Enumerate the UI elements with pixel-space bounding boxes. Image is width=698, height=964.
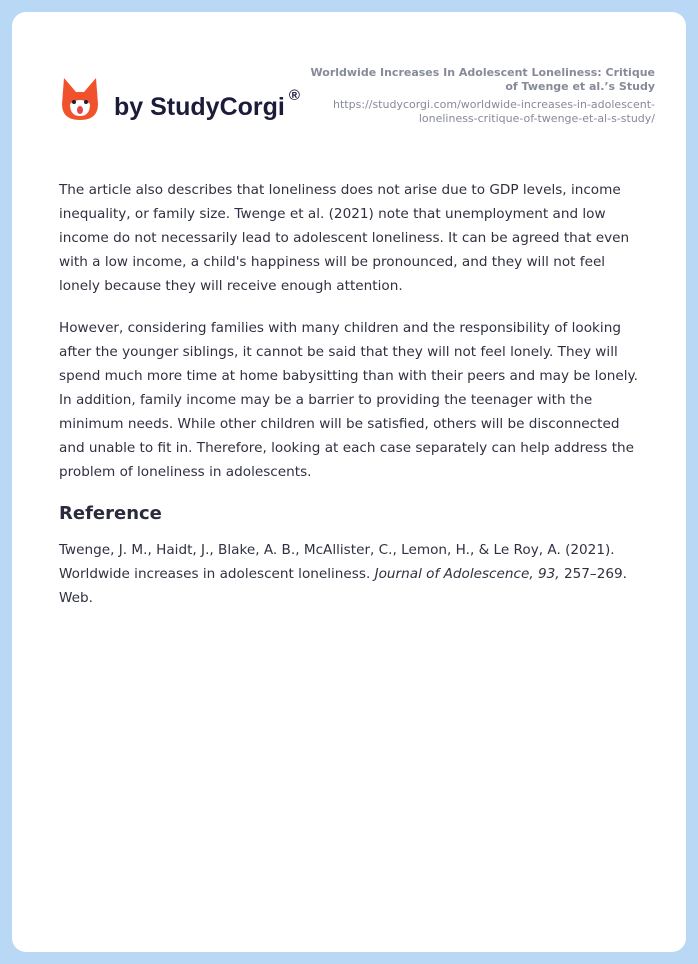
article-body bbox=[59, 178, 644, 628]
reference-entry: Twenge, J. M., Haidt, J., Blake, A. B., McAllister, C., Lemon, H., & Le Roy, A. (2021). Worldwide increases in adolescent loneliness. Journal of Adolescence, 93, 257–269. Web. bbox=[59, 542, 627, 606]
logo[interactable] bbox=[60, 76, 300, 122]
document-title: Worldwide Increases In Adolescent Loneliness: Critique of Twenge et al.’s Study bbox=[310, 66, 655, 93]
document-url[interactable]: https://studycorgi.com/worldwide-increases-in-adolescent-loneliness-critique-of-twenge-et-al-s-study/ bbox=[333, 98, 655, 125]
paragraph: The article also describes that loneliness does not arise due to GDP levels, income inequality, or family size. Twenge et al. (2021) note that unemployment and low income do not necessarily lead to adolescent loneliness. It can be agreed that even with a low income, a child's happiness will be pronounced, and they will not feel lonely because they will receive enough attention. bbox=[59, 182, 630, 294]
brand-name: by StudyCorgi ® bbox=[114, 86, 300, 121]
corgi-icon bbox=[60, 76, 100, 122]
document-header bbox=[305, 66, 655, 126]
reference-heading: Reference bbox=[59, 503, 162, 524]
page-card bbox=[12, 12, 686, 952]
paragraph: However, considering families with many children and the responsibility of looking after the younger siblings, it cannot be said that they will not feel lonely. They will spend much more time at home babysitting than with their peers and may be lonely. In addition, family income may be a barrier to providing the teenager with the minimum needs. While other children will be satisfied, others will be disconnected and unable to fit in. Therefore, looking at each case separately can help address the problem of loneliness in adolescents. bbox=[59, 320, 638, 480]
